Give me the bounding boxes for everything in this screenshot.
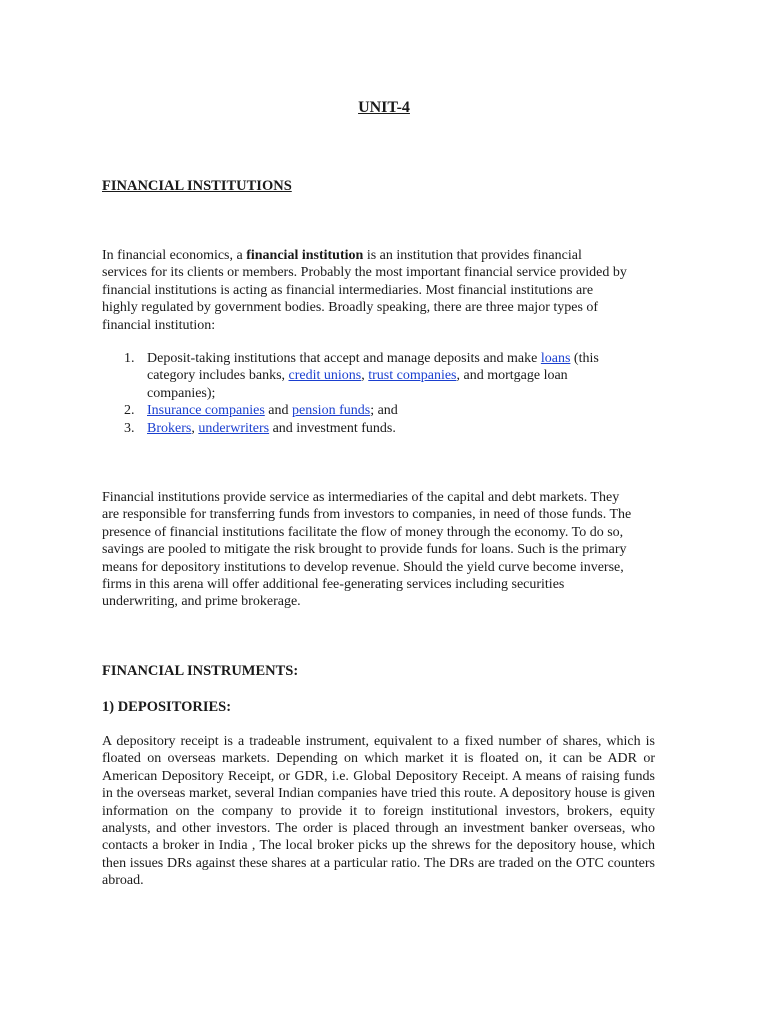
- list-text: ,: [191, 420, 199, 436]
- list-number: 3.: [124, 420, 135, 436]
- link-brokers[interactable]: Brokers: [147, 420, 192, 436]
- list-item: [102, 420, 617, 437]
- list-text: Deposit-taking institutions that accept and manage deposits and make: [147, 351, 541, 366]
- link-trust-companies[interactable]: trust companies: [368, 368, 457, 384]
- intro-bold-term: financial institution: [246, 248, 364, 263]
- intro-text-before: In financial economics, a: [102, 248, 247, 263]
- link-credit-unions[interactable]: credit unions: [288, 368, 362, 384]
- link-pension-funds[interactable]: pension funds: [292, 403, 371, 419]
- list-text: and: [264, 403, 293, 419]
- link-underwriters[interactable]: underwriters: [198, 420, 270, 436]
- list-item: [102, 350, 617, 402]
- list-number: 2.: [124, 403, 135, 419]
- list-text: and investment funds.: [269, 420, 396, 436]
- section-heading-depositories: 1) DEPOSITORIES:: [102, 699, 232, 715]
- intro-text-after: is an institution that provides financial services for its clients or members. Probably the most important financial service provided by financial institutions is acting as financial intermediaries. Most financial institutions are highly regulated by government bodies. Broadly speaking, there are three major types of financial institution:: [102, 248, 627, 333]
- list-item: [102, 402, 617, 419]
- link-loans[interactable]: loans: [540, 351, 571, 366]
- section-heading-financial-instruments: FINANCIAL INSTRUMENTS:: [102, 663, 299, 679]
- list-text: ; and: [370, 403, 398, 419]
- intro-paragraph: [102, 247, 630, 334]
- list-text: (this category includes banks,: [147, 351, 599, 384]
- institution-types-list: [102, 350, 617, 437]
- list-text: , and mortgage loan companies);: [147, 368, 568, 401]
- link-insurance-companies[interactable]: Insurance companies: [147, 403, 265, 419]
- unit-title: UNIT-4: [358, 99, 410, 116]
- list-number: 1.: [124, 351, 135, 366]
- intermediaries-paragraph: Financial institutions provide service as intermediaries of the capital and debt markets. They are responsible for transferring funds from investors to companies, in need of those funds. The presence of financial institutions facilitate the flow of money through the economy. To do so, savings are pooled to mitigate the risk brought to provide funds for loans. Such is the primary means for depository institutions to develop revenue. Should the yield curve become inverse, firms in this arena will offer additional fee-generating services including securities underwriting, and prime brokerage.: [102, 490, 632, 610]
- section-heading-financial-institutions: FINANCIAL INSTITUTIONS: [102, 178, 292, 194]
- depository-paragraph: A depository receipt is a tradeable instrument, equivalent to a fixed number of shares, which is floated on overseas markets. Depending on which market it is floated on, it can be ADR or American Depository Receipt, or GDR, i.e. Global Depository Receipt. A means of raising funds in the overseas market, several Indian companies have tried this route. A depository house is given information on the company to provide it to foreign institutional investors, brokers, equity analysts, and other investors. The order is placed through an investment banker overseas, who contacts a broker in India , The local broker picks up the shrews for the depository house, which then issues DRs against these shares at a particular ratio. The DRs are traded on the OTC counters abroad.: [102, 734, 655, 889]
- list-text: ,: [361, 368, 369, 384]
